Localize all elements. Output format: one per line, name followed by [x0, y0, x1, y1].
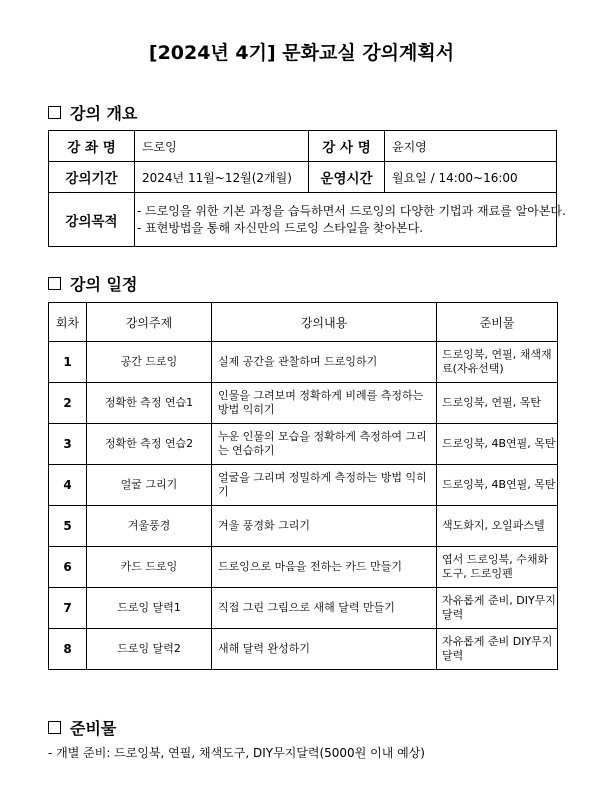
table-row: [49, 547, 558, 588]
session-materials: 색도화지, 오일파스텔: [437, 506, 558, 547]
materials-note: - 개별 준비: 드로잉북, 연필, 채색도구, DIY무지달력(5000원 이내 예상): [48, 746, 425, 760]
schedule-table: [48, 302, 558, 670]
period-value: 2024년 11월~12월(2개월): [135, 162, 309, 193]
session-materials: 자유롭게 준비, DIY무지달력: [437, 588, 558, 629]
session-content: 새해 달력 완성하기: [212, 629, 437, 670]
session-number: 1: [49, 342, 87, 383]
session-content: 드로잉으로 마음을 전하는 카드 만들기: [212, 547, 437, 588]
course-name-value: 드로잉: [135, 131, 309, 162]
overview-table: [48, 130, 566, 247]
session-topic: 드로잉 달력1: [87, 588, 212, 629]
session-content: 누운 인물의 모습을 정확하게 측정하여 그리는 연습하기: [212, 424, 437, 465]
session-materials: 드로잉북, 4B연필, 목탄: [437, 424, 558, 465]
overview-row-period: [49, 162, 557, 193]
time-value: 월요일 / 14:00~16:00: [385, 162, 557, 193]
header-content: 강의내용: [212, 303, 437, 342]
section-heading-label: 강의 일정: [70, 275, 138, 294]
session-number: 4: [49, 465, 87, 506]
table-row: [49, 629, 558, 670]
session-number: 3: [49, 424, 87, 465]
session-topic: 카드 드로잉: [87, 547, 212, 588]
session-topic: 얼굴 그리기: [87, 465, 212, 506]
session-content: 얼굴을 그리며 정밀하게 측정하는 방법 익히기: [212, 465, 437, 506]
instructor-label: 강 사 명: [309, 131, 385, 162]
instructor-value: 윤지영: [385, 131, 557, 162]
session-content: 직접 그린 그림으로 새해 달력 만들기: [212, 588, 437, 629]
session-materials: 엽서 드로잉북, 수채화 도구, 드로잉펜: [437, 547, 558, 588]
time-label: 운영시간: [309, 162, 385, 193]
overview-row-name: [49, 131, 557, 162]
table-row: [49, 424, 558, 465]
session-number: 5: [49, 506, 87, 547]
table-row: [49, 506, 558, 547]
period-label: 강의기간: [49, 162, 135, 193]
checkbox-icon: [48, 277, 61, 290]
section-heading-schedule: [48, 272, 137, 295]
checkbox-icon: [48, 106, 61, 119]
session-content: 겨울 풍경화 그리기: [212, 506, 437, 547]
table-row: [49, 588, 558, 629]
session-topic: 드로잉 달력2: [87, 629, 212, 670]
header-topic: 강의주제: [87, 303, 212, 342]
header-materials: 준비물: [437, 303, 558, 342]
session-content: 인물을 그려보며 정확하게 비례를 측정하는 방법 익히기: [212, 383, 437, 424]
goal-value: [135, 193, 566, 247]
session-topic: 정확한 측정 연습2: [87, 424, 212, 465]
page-title: [2024년 4기] 문화교실 강의계획서: [148, 42, 455, 64]
session-topic: 겨울풍경: [87, 506, 212, 547]
goal-line: - 표현방법을 통해 자신만의 드로잉 스타일을 찾아본다.: [137, 220, 424, 235]
session-number: 6: [49, 547, 87, 588]
section-heading-materials: [48, 716, 116, 739]
session-topic: 정확한 측정 연습1: [87, 383, 212, 424]
section-heading-label: 강의 개요: [70, 104, 138, 123]
table-row: [49, 342, 558, 383]
table-row: [49, 465, 558, 506]
session-materials: 드로잉북, 4B연필, 목탄: [437, 465, 558, 506]
session-materials: 자유롭게 준비 DIY무지달력: [437, 629, 558, 670]
session-number: 7: [49, 588, 87, 629]
schedule-header-row: [49, 303, 558, 342]
session-materials: 드로잉북, 연필, 채색재료(자유선택): [437, 342, 558, 383]
goal-line: - 드로잉을 위한 기본 과정을 습득하면서 드로잉의 다양한 기법과 재료를 알아본다.: [137, 203, 566, 218]
goal-label: 강의목적: [49, 193, 135, 247]
session-materials: 드로잉북, 연필, 목탄: [437, 383, 558, 424]
table-row: [49, 383, 558, 424]
session-number: 2: [49, 383, 87, 424]
session-number: 8: [49, 629, 87, 670]
session-topic: 공간 드로잉: [87, 342, 212, 383]
overview-row-goal: [49, 193, 557, 247]
course-name-label: 강 좌 명: [49, 131, 135, 162]
session-content: 실제 공간을 관찰하며 드로잉하기: [212, 342, 437, 383]
section-heading-label: 준비물: [70, 719, 117, 738]
header-session: 회차: [49, 303, 87, 342]
checkbox-icon: [48, 721, 61, 734]
section-heading-overview: [48, 101, 137, 124]
